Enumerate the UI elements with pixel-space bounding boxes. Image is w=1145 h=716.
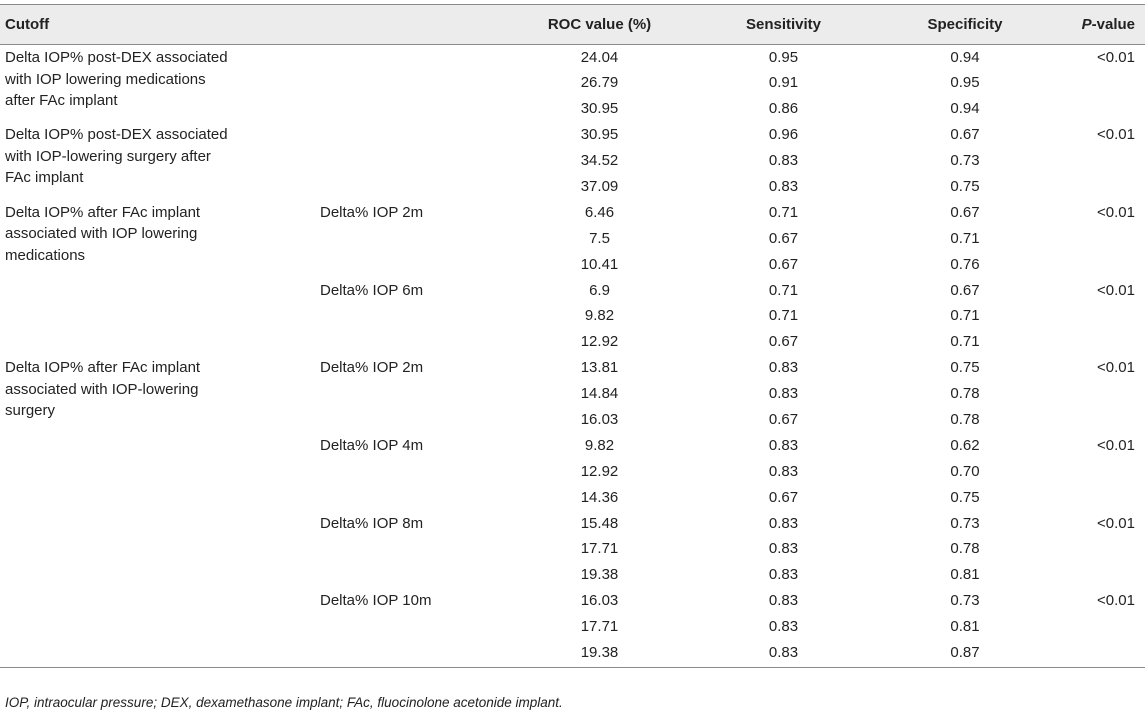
- roc-cell: 30.95: [580, 100, 619, 118]
- sensitivity-cell: 0.67: [768, 488, 799, 506]
- sensitivity-cell: 0.83: [768, 436, 799, 454]
- specificity-cell: 0.73: [950, 514, 980, 532]
- header-roc: ROC value (%): [501, 5, 698, 45]
- subgroup-cell: Delta% IOP 4m: [320, 436, 424, 454]
- subgroup-cell: Delta% IOP 2m: [320, 203, 424, 221]
- table-footnote: IOP, intraocular pressure; DEX, dexamethasone implant; FAc, fluocinolone acetonide implant.: [5, 695, 563, 710]
- cutoff-cell: Delta IOP% post-DEX associated with IOP lowering medications after FAc implant: [5, 49, 228, 109]
- sensitivity-cell: 0.83: [768, 359, 799, 377]
- sensitivity-cell: 0.83: [768, 462, 799, 480]
- sensitivity-cell: 0.95: [768, 49, 799, 66]
- roc-cell: 17.71: [580, 540, 619, 558]
- specificity-cell: 0.78: [950, 540, 980, 558]
- pvalue-cell: <0.01: [1097, 592, 1135, 610]
- specificity-cell: 0.87: [950, 643, 980, 661]
- sensitivity-cell: 0.86: [768, 100, 799, 118]
- pvalue-cell: <0.01: [1097, 203, 1135, 221]
- roc-cell: 16.03: [580, 592, 619, 610]
- specificity-cell: 0.75: [950, 488, 980, 506]
- roc-cell: 6.9: [589, 281, 610, 299]
- roc-cell: 17.71: [580, 618, 619, 636]
- sensitivity-cell: 0.83: [768, 643, 799, 661]
- roc-cell: 26.79: [580, 74, 619, 92]
- sensitivity-cell: 0.67: [768, 229, 799, 247]
- specificity-cell: 0.75: [950, 359, 980, 377]
- roc-cell: 12.92: [580, 333, 619, 351]
- specificity-cell: 0.81: [950, 566, 980, 584]
- specificity-cell: 0.71: [950, 307, 980, 325]
- sensitivity-cell: 0.67: [768, 255, 799, 273]
- subgroup-cell: [318, 122, 501, 200]
- table-row: [0, 45, 1145, 71]
- sensitivity-cell: 0.83: [768, 514, 799, 532]
- sensitivity-cell: 0.83: [768, 177, 799, 195]
- pvalue-cell: <0.01: [1097, 126, 1135, 144]
- sensitivity-cell: 0.83: [768, 618, 799, 636]
- specificity-cell: 0.67: [950, 203, 980, 221]
- roc-cell: 14.84: [580, 385, 619, 403]
- roc-cell: 14.36: [580, 488, 619, 506]
- sensitivity-cell: 0.96: [768, 126, 799, 144]
- subgroup-cell: Delta% IOP 2m: [320, 359, 424, 377]
- sensitivity-cell: 0.71: [768, 281, 799, 299]
- subgroup-cell: Delta% IOP 6m: [320, 281, 424, 299]
- header-pvalue-prefix: P: [1081, 16, 1092, 33]
- sensitivity-cell: 0.67: [768, 333, 799, 351]
- sensitivity-cell: 0.83: [768, 592, 799, 610]
- pvalue-cell: <0.01: [1097, 359, 1135, 377]
- specificity-cell: 0.67: [950, 281, 980, 299]
- roc-cell: 9.82: [584, 436, 615, 454]
- sensitivity-cell: 0.83: [768, 385, 799, 403]
- table-row: [0, 200, 1145, 226]
- specificity-cell: 0.78: [950, 410, 980, 428]
- roc-cell: 30.95: [580, 126, 619, 144]
- specificity-cell: 0.76: [950, 255, 980, 273]
- pvalue-cell: <0.01: [1097, 436, 1135, 454]
- pvalue-cell: <0.01: [1097, 49, 1135, 66]
- specificity-cell: 0.94: [950, 49, 980, 66]
- specificity-cell: 0.71: [950, 229, 980, 247]
- roc-cell: 16.03: [580, 410, 619, 428]
- specificity-cell: 0.62: [950, 436, 980, 454]
- roc-cell: 12.92: [580, 462, 619, 480]
- sensitivity-cell: 0.83: [768, 152, 799, 170]
- specificity-cell: 0.71: [950, 333, 980, 351]
- roc-cell: 9.82: [584, 307, 615, 325]
- specificity-cell: 0.94: [950, 100, 980, 118]
- specificity-cell: 0.75: [950, 177, 980, 195]
- header-pvalue: [1061, 5, 1145, 45]
- header-sensitivity: Sensitivity: [698, 5, 869, 45]
- sensitivity-cell: 0.91: [768, 74, 799, 92]
- pvalue-cell: <0.01: [1097, 514, 1135, 532]
- subgroup-cell: [318, 45, 501, 123]
- cutoff-cell: Delta IOP% after FAc implant associated with IOP-lowering surgery: [5, 359, 201, 420]
- table-header: [0, 5, 1145, 45]
- subgroup-cell: Delta% IOP 10m: [320, 592, 432, 610]
- roc-cell: 15.48: [580, 514, 619, 532]
- subgroup-cell: Delta% IOP 8m: [320, 514, 424, 532]
- table-row: [0, 122, 1145, 148]
- roc-cell: 24.04: [580, 49, 619, 66]
- results-table: [0, 4, 1145, 668]
- specificity-cell: 0.78: [950, 385, 980, 403]
- header-subgroup: [318, 5, 501, 45]
- roc-cell: 19.38: [580, 643, 619, 661]
- table-row: [0, 355, 1145, 381]
- sensitivity-cell: 0.83: [768, 566, 799, 584]
- table-body: [0, 45, 1145, 668]
- cutoff-cell: Delta IOP% post-DEX associated with IOP-lowering surgery after FAc implant: [5, 126, 228, 187]
- specificity-cell: 0.73: [950, 152, 980, 170]
- roc-cell: 6.46: [584, 203, 615, 221]
- specificity-cell: 0.81: [950, 618, 980, 636]
- specificity-cell: 0.67: [950, 126, 980, 144]
- roc-cell: 10.41: [580, 255, 619, 273]
- header-cutoff: Cutoff: [0, 5, 318, 45]
- header-specificity: Specificity: [869, 5, 1061, 45]
- sensitivity-cell: 0.71: [768, 203, 799, 221]
- specificity-cell: 0.73: [950, 592, 980, 610]
- sensitivity-cell: 0.67: [768, 410, 799, 428]
- roc-cell: 13.81: [580, 359, 619, 377]
- roc-cell: 7.5: [589, 229, 610, 247]
- pvalue-cell: <0.01: [1097, 281, 1135, 299]
- sensitivity-cell: 0.71: [768, 307, 799, 325]
- sensitivity-cell: 0.83: [768, 540, 799, 558]
- cutoff-cell: Delta IOP% after FAc implant associated with IOP lowering medications: [5, 203, 201, 264]
- header-pvalue-suffix: -value: [1091, 16, 1135, 33]
- specificity-cell: 0.95: [950, 74, 980, 92]
- roc-cell: 19.38: [580, 566, 619, 584]
- roc-cell: 37.09: [580, 177, 619, 195]
- roc-cell: 34.52: [580, 152, 619, 170]
- specificity-cell: 0.70: [950, 462, 980, 480]
